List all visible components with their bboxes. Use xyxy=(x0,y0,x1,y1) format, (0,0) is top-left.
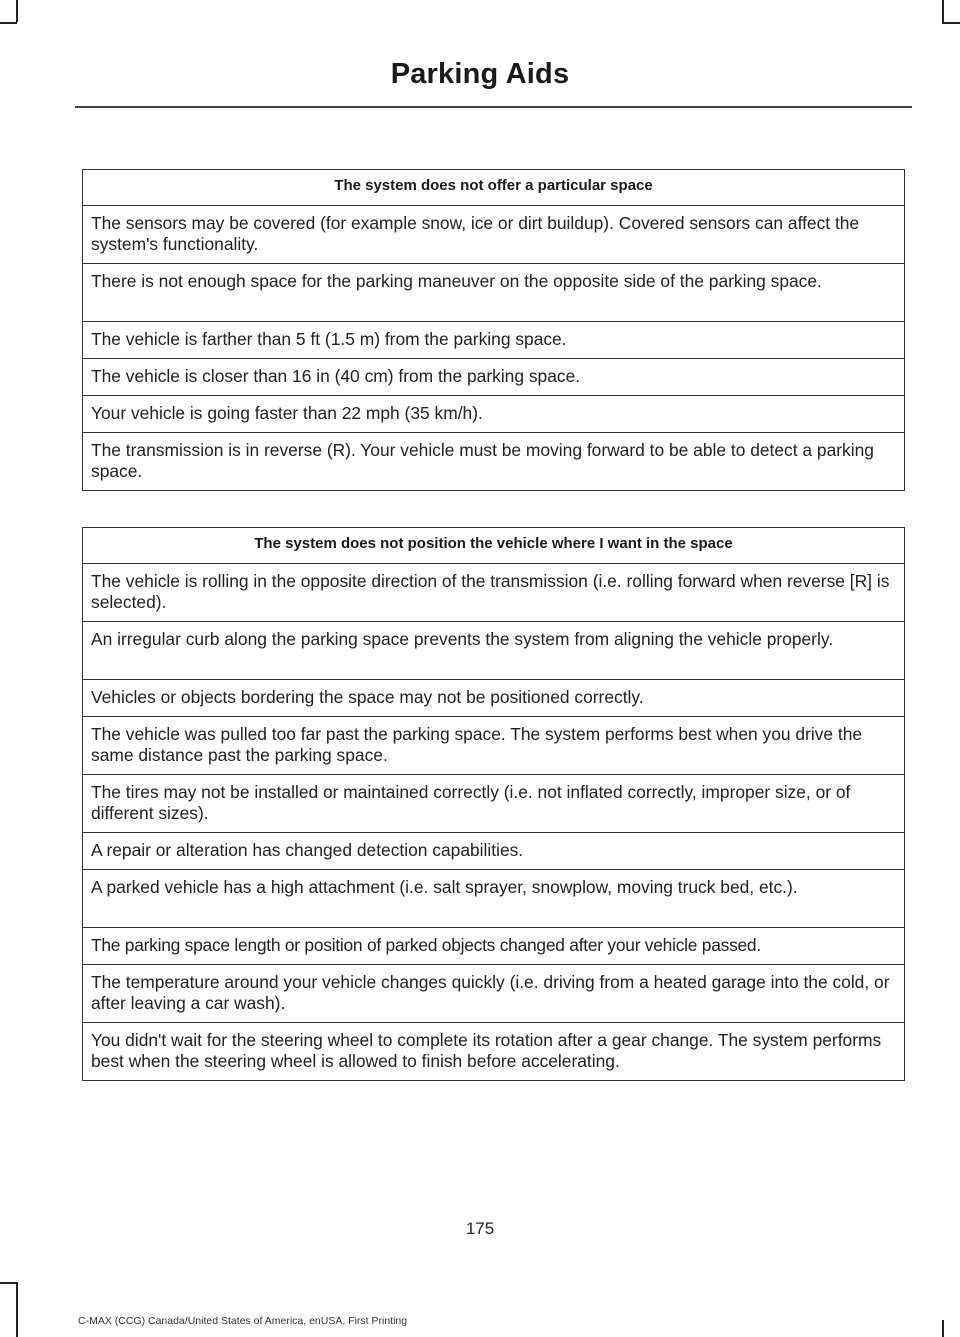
footer-edition-text: C-MAX (CCG) Canada/United States of America, enUSA, First Printing xyxy=(78,1315,408,1327)
crop-mark-bottom-right-vertical xyxy=(942,1320,944,1337)
table-row xyxy=(83,965,905,1023)
table-row xyxy=(83,622,905,680)
table-row xyxy=(83,564,905,622)
table-row xyxy=(83,775,905,833)
table-row xyxy=(83,1023,905,1081)
table-row xyxy=(83,928,905,965)
table-row xyxy=(83,264,905,322)
table-row xyxy=(83,833,905,870)
table-cell: The temperature around your vehicle changes quickly (i.e. driving from a heated garage into the cold, or after leaving a car wash). xyxy=(83,965,905,1023)
troubleshooting-table-no-space-offered xyxy=(82,169,905,491)
table-cell: You didn't wait for the steering wheel to complete its rotation after a gear change. The system performs best when the steering wheel is allowed to finish before accelerating. xyxy=(83,1023,905,1081)
crop-mark-top-right-horizontal xyxy=(942,22,960,24)
table-cell: There is not enough space for the parking maneuver on the opposite side of the parking space. xyxy=(83,264,905,322)
table-row xyxy=(83,717,905,775)
table-header-row xyxy=(83,170,905,206)
table-header: The system does not offer a particular space xyxy=(83,170,905,206)
table-row xyxy=(83,870,905,928)
table-row xyxy=(83,322,905,359)
crop-mark-top-right-vertical xyxy=(942,0,944,22)
table-header: The system does not position the vehicle where I want in the space xyxy=(83,528,905,564)
table-cell: An irregular curb along the parking space prevents the system from aligning the vehicle properly. xyxy=(83,622,905,680)
table-cell: Your vehicle is going faster than 22 mph (35 km/h). xyxy=(83,396,905,433)
table-row xyxy=(83,433,905,491)
table-cell: Vehicles or objects bordering the space may not be positioned correctly. xyxy=(83,680,905,717)
section-title: Parking Aids xyxy=(390,58,570,90)
table-cell: The vehicle is farther than 5 ft (1.5 m) from the parking space. xyxy=(83,322,905,359)
table-cell: The vehicle was pulled too far past the parking space. The system performs best when you drive the same distance past the parking space. xyxy=(83,717,905,775)
table-cell: A parked vehicle has a high attachment (i.e. salt sprayer, snowplow, moving truck bed, etc.). xyxy=(83,870,905,928)
crop-mark-top-left-horizontal xyxy=(0,22,17,24)
table-cell: The vehicle is rolling in the opposite direction of the transmission (i.e. rolling forward when reverse [R] is selected). xyxy=(83,564,905,622)
table-row xyxy=(83,359,905,396)
table-cell: The tires may not be installed or maintained correctly (i.e. not inflated correctly, improper size, or of different sizes). xyxy=(83,775,905,833)
table-row xyxy=(83,396,905,433)
table-cell: The vehicle is closer than 16 in (40 cm) from the parking space. xyxy=(83,359,905,396)
crop-mark-bottom-left-horizontal xyxy=(0,1282,17,1284)
table-row xyxy=(83,206,905,264)
table-header-row xyxy=(83,528,905,564)
page-number: 175 xyxy=(465,1219,495,1238)
crop-mark-bottom-left-vertical xyxy=(16,1282,18,1337)
table-cell: The transmission is in reverse (R). Your vehicle must be moving forward to be able to detect a parking space. xyxy=(83,433,905,491)
table-cell: A repair or alteration has changed detection capabilities. xyxy=(83,833,905,870)
table-cell: The parking space length or position of parked objects changed after your vehicle passed. xyxy=(83,928,905,965)
header-rule xyxy=(75,106,912,108)
troubleshooting-table-vehicle-position xyxy=(82,527,905,1081)
crop-mark-top-left-vertical xyxy=(16,0,18,22)
table-row xyxy=(83,680,905,717)
table-cell: The sensors may be covered (for example snow, ice or dirt buildup). Covered sensors can affect the system's functionality. xyxy=(83,206,905,264)
